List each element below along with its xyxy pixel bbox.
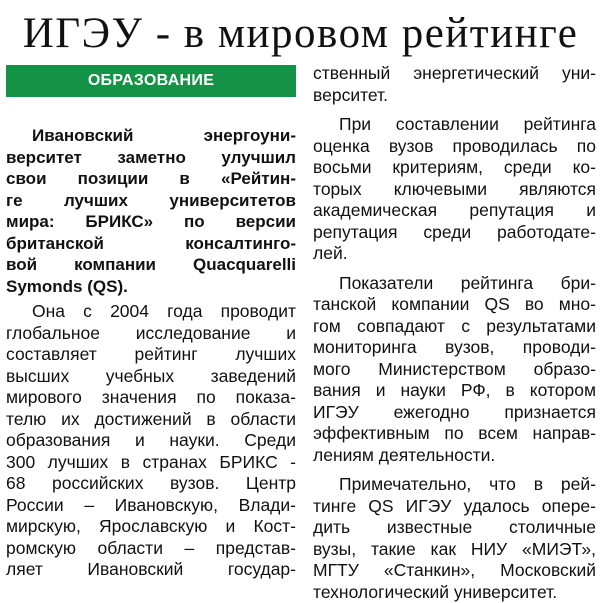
body-line: Она с 2004 года проводит [6, 301, 296, 323]
body-line: 68 российских вузов. Центр [6, 473, 296, 495]
body-line: гом совпадают с результатами [313, 316, 596, 338]
body-line: образования и науки. Среди [6, 430, 296, 452]
body-line: составляет рейтинг лучших [6, 344, 296, 366]
section-rubric: ОБРАЗОВАНИЕ [6, 65, 296, 97]
body-line: тинге QS ИГЭУ удалось опере- [313, 496, 596, 518]
lead-line: верситет заметно улучшил [6, 147, 296, 169]
body-paragraph [313, 63, 596, 106]
body-line: При составлении рейтинга [313, 114, 596, 136]
body-line: Примечательно, что в рей- [313, 474, 596, 496]
body-line: мого Министерством образо- [313, 359, 596, 381]
lead-line: британской консалтинго- [6, 233, 296, 255]
lead-line: ге лучших университетов [6, 190, 296, 212]
body-line: вания и науки РФ, в котором [313, 380, 596, 402]
lead-paragraph [6, 125, 296, 297]
body-line: ственный энергетический уни- [313, 63, 596, 85]
body-line: вузы, такие как НИУ «МИЭТ», [313, 539, 596, 561]
lead-line: свои позиции в «Рейтин- [6, 168, 296, 190]
body-line: ляет Ивановский государ- [6, 559, 296, 581]
body-line: восьми критериям, среди ко- [313, 157, 596, 179]
body-line: академическая репутация и [313, 200, 596, 222]
body-line: дить известные столичные [313, 517, 596, 539]
lead-line: Symonds (QS). [6, 276, 296, 298]
body-line: Показатели рейтинга бри- [313, 273, 596, 295]
body-paragraph [6, 301, 296, 581]
left-column [6, 125, 296, 581]
body-line: эффективным по всем направ- [313, 423, 596, 445]
body-line: 300 лучших в странах БРИКС - [6, 452, 296, 474]
lead-line: вой компании Quacquarelli [6, 254, 296, 276]
body-line: ромскую области – представ- [6, 538, 296, 560]
body-line: лениям деятельности. [313, 445, 596, 467]
body-line: лей. [313, 243, 596, 265]
body-line: МГТУ «Станкин», Московский [313, 560, 596, 582]
body-line: телю их достижений в области [6, 409, 296, 431]
body-line: репутация среди работодате- [313, 222, 596, 244]
lead-line: мира: БРИКС» по версии [6, 211, 296, 233]
body-line: танской компании QS во мно- [313, 294, 596, 316]
article-headline: ИГЭУ - в мировом рейтинге [0, 8, 601, 60]
body-line: оценка вузов проводилась по [313, 136, 596, 158]
body-paragraph [313, 114, 596, 265]
body-line: ИГЭУ ежегодно признается [313, 402, 596, 424]
body-line: глобальное исследование и [6, 323, 296, 345]
body-paragraph [313, 273, 596, 467]
body-line: торых ключевыми являются [313, 179, 596, 201]
lead-line: Ивановский энергоуни- [6, 125, 296, 147]
body-line: России – Ивановскую, Влади- [6, 495, 296, 517]
body-paragraph [313, 474, 596, 603]
body-line: высших учебных заведений [6, 366, 296, 388]
right-column [313, 63, 596, 603]
body-line: верситет. [313, 85, 596, 107]
body-line: мирового значения по показа- [6, 387, 296, 409]
body-line: технологический университет. [313, 582, 596, 603]
body-line: мониторинга вузов, проводи- [313, 337, 596, 359]
body-line: мирскую, Ярославскую и Кост- [6, 516, 296, 538]
